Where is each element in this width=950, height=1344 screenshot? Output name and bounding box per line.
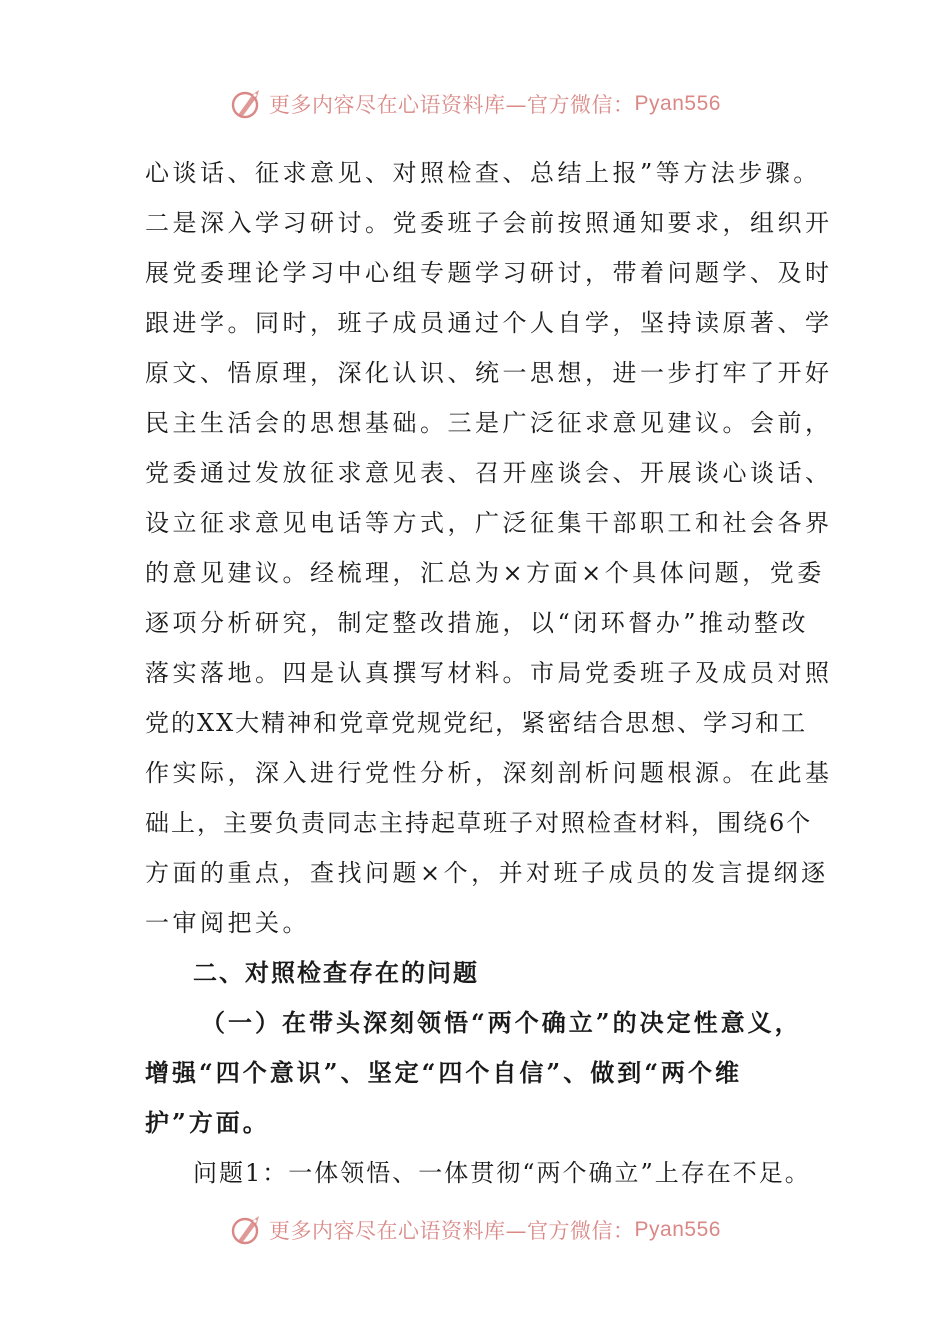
watermark-text: 更多内容尽在心语资料库—官方微信： [269,1219,635,1243]
body-line: 逐项分析研究，制定整改措施，以“闭环督办”推动整改 [145,609,810,637]
subsection-heading-line: （一）在带头深刻领悟“两个确立”的决定性意义， [201,1008,802,1037]
body-line: 一审阅把关。 [145,909,310,937]
body-line: 二是深入学习研讨。党委班子会前按照通知要求，组织开 [145,209,833,237]
body-line: 作实际，深入进行党性分析，深刻剖析问题根源。在此基 [145,759,833,787]
document-body [145,148,833,1198]
body-line: 跟进学。同时，班子成员通过个人自学，坚持读原著、学 [145,309,833,337]
body-line: 原文、悟原理，深化认识、统一思想，进一步打牢了开好 [145,359,833,387]
body-line: 党委通过发放征求意见表、召开座谈会、开展谈心谈话、 [145,459,833,487]
body-line: 的意见建议。经梳理，汇总为×方面×个具体问题，党委 [145,559,825,587]
body-line: 落实落地。四是认真撰写材料。市局党委班子及成员对照 [145,659,833,687]
body-line: 展党委理论学习中心组专题学习研讨，带着问题学、及时 [145,259,833,287]
problem-line: 问题1：一体领悟、一体贯彻“两个确立”上存在不足。 [193,1159,811,1187]
watermark-footer [0,1212,950,1248]
pen-nib-circle-icon [229,86,265,122]
body-line: 民主生活会的思想基础。三是广泛征求意见建议。会前， [145,409,833,437]
body-line: 方面的重点，查找问题×个，并对班子成员的发言提纲逐 [145,859,829,887]
body-line: 党的XX大精神和党章党规党纪，紧密结合思想、学习和工 [145,709,808,737]
body-line: 心谈话、征求意见、对照检查、总结上报”等方法步骤。 [145,159,821,187]
watermark-wechat-id: Pyan556 [634,1218,721,1241]
watermark-text: 更多内容尽在心语资料库—官方微信： [269,93,635,117]
section-heading: 二、对照检查存在的问题 [193,958,479,987]
pen-nib-circle-icon [229,1212,265,1248]
body-line: 设立征求意见电话等方式，广泛征集干部职工和社会各界 [145,509,833,537]
body-line: 础上，主要负责同志主持起草班子对照检查材料，围绕6个 [145,809,813,837]
subsection-heading-line: 护”方面。 [145,1108,270,1137]
watermark-header [0,86,950,122]
subsection-heading-line: 增强“四个意识”、坚定“四个自信”、做到“两个维 [145,1058,743,1087]
watermark-wechat-id: Pyan556 [634,92,721,115]
